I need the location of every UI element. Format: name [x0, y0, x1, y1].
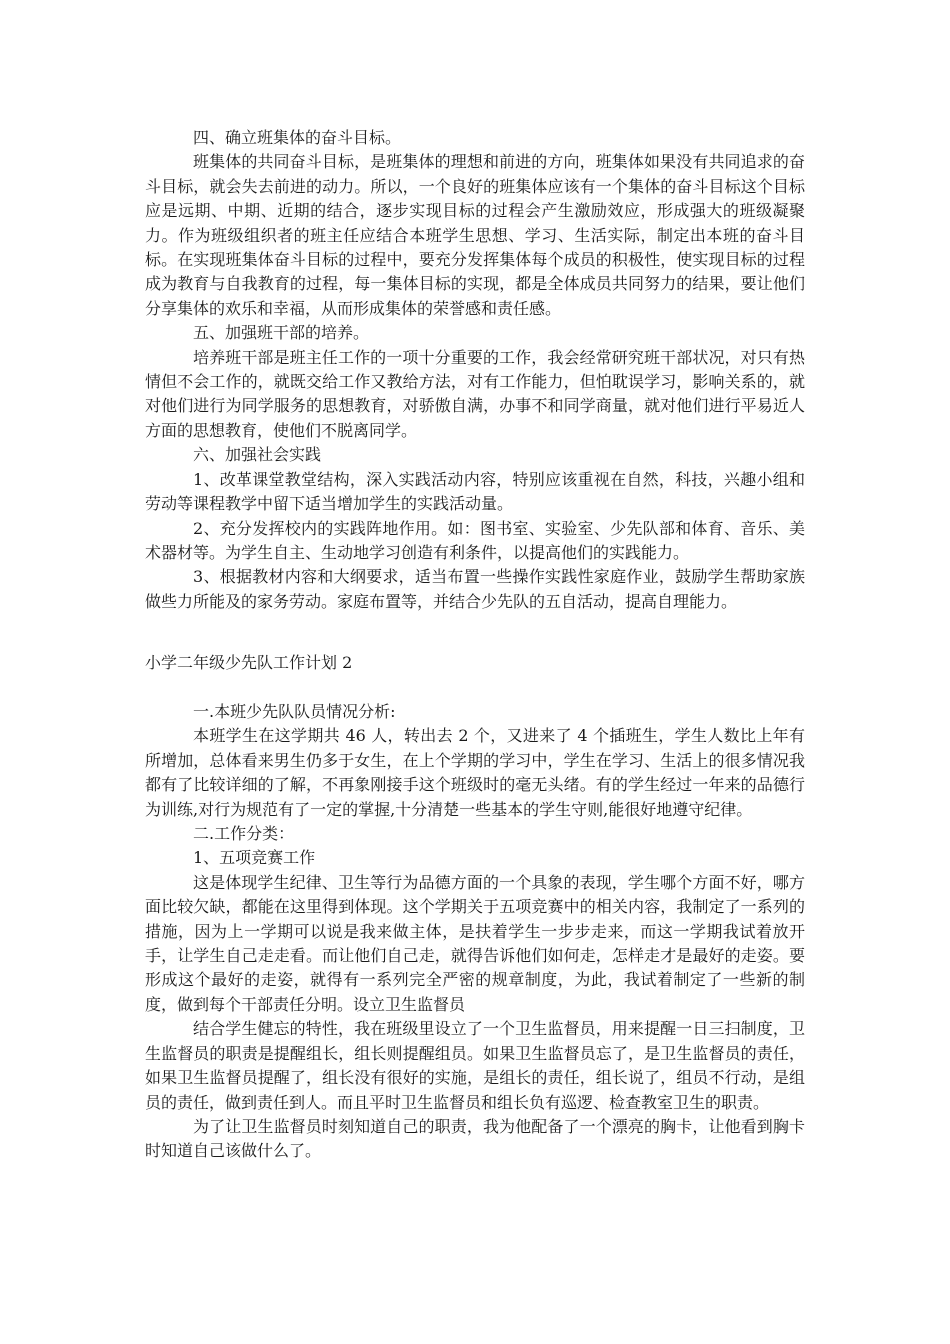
- heading-six: 六、加强社会实践: [193, 445, 322, 465]
- paragraph-hygiene-monitor: 结合学生健忘的特性，我在班级里设立了一个卫生监督员，用来提醒一日三扫制度，卫生监督员的职责是提醒组长，组长则提醒组员。如果卫生监督员忘了，是卫生监督员的责任，如果卫生监督员提醒了，组长没有很好的实施，是组长的责任，组长说了，组员不行动，是组员的责任，做到责任到人。而且平时卫生监督员和组长负有巡逻、检查教室卫生的职责。: [145, 1019, 805, 1112]
- document-title: 小学二年级少先队工作计划 2: [145, 653, 353, 672]
- paragraph-analysis: 本班学生在这学期共 46 人，转出去 2 个，又进来了 4 个插班生，学生人数比上年有所增加，总体看来男生仍多于女生，在上个学期的学习中，学生在学习、生活上的很多情况我都有了比较详细的了解，不再象刚接手这个班级时的毫无头绪。有的学生经过一年来的品德行为训练,对行为规范有了一定的掌握,十分清楚一些基本的学生守则,能很好地遵守纪律。: [145, 726, 805, 819]
- section-part2-title: [145, 651, 805, 675]
- paragraph-six-1: 1、改革课堂教堂结构，深入实践活动内容，特别应该重视在自然，科技，兴趣小组和劳动等课程教学中留下适当增加学生的实践活动量。: [145, 469, 805, 514]
- heading-five: 五、加强班干部的培养。: [193, 323, 370, 343]
- heading-five-competitions: 1、五项竞赛工作: [193, 848, 316, 868]
- paragraph-badge: 为了让卫生监督员时刻知道自己的职责，我为他配备了一个漂亮的胸卡，让他看到胸卡时知道自己该做什么了。: [145, 1116, 805, 1161]
- heading-work-categories: 二.工作分类：: [193, 824, 295, 844]
- paragraph-five: 培养班干部是班主任工作的一项十分重要的工作，我会经常研究班干部状况，对只有热情但不会工作的，就既交给工作又教给方法，对有工作能力，但怕耽误学习，影响关系的，就对他们进行为同学服务的思想教育，对骄傲自满，办事不和同学商量，就对他们进行平易近人方面的思想教育，使他们不脱离同学。: [145, 347, 805, 440]
- heading-analysis: 一.本班少先队队员情况分析:: [193, 702, 396, 721]
- paragraph-six-2: 2、充分发挥校内的实践阵地作用。如：图书室、实验室、少先队部和体育、音乐、美术器材等。为学生自主、生动地学习创造有利条件，以提高他们的实践能力。: [145, 518, 805, 562]
- section-part1: [145, 126, 805, 614]
- paragraph-six-3: 3、根据教材内容和大纲要求，适当布置一些操作实践性家庭作业，鼓励学生帮助家族做些力所能及的家务劳动。家庭布置等，并结合少先队的五自活动，提高自理能力。: [145, 567, 805, 611]
- section-part2: [145, 700, 805, 1164]
- heading-four: 四、确立班集体的奋斗目标。: [193, 128, 402, 147]
- paragraph-competitions: 这是体现学生纪律、卫生等行为品德方面的一个具象的表现，学生哪个方面不好，哪方面比较欠缺，都能在这里得到体现。这个学期关于五项竞赛中的相关内容，我制定了一系列的措施，因为上一学期可以说是我来做主体，是扶着学生一步步走来，而这一学期我试着放开手，让学生自己走走看。而让他们自己走，就得告诉他们如何走，怎样走才是最好的走姿。要形成这个最好的走姿，就得有一系列完全严密的规章制度，为此，我试着制定了一些新的制度，做到每个干部责任分明。设立卫生监督员: [145, 872, 805, 1014]
- paragraph-four: 班集体的共同奋斗目标，是班集体的理想和前进的方向，班集体如果没有共同追求的奋斗目标，就会失去前进的动力。所以，一个良好的班集体应该有一个集体的奋斗目标这个目标应是远期、中期、近期的结合，逐步实现目标的过程会产生激励效应，形成强大的班级凝聚力。作为班级组织者的班主任应结合本班学生思想、学习、生活实际，制定出本班的奋斗目标。在实现班集体奋斗目标的过程中，要充分发挥集体每个成员的积极性，使实现目标的过程成为教育与自我教育的过程，每一集体目标的实现，都是全体成员共同努力的结果，要让他们分享集体的欢乐和幸福，从而形成集体的荣誉感和责任感。: [145, 152, 805, 318]
